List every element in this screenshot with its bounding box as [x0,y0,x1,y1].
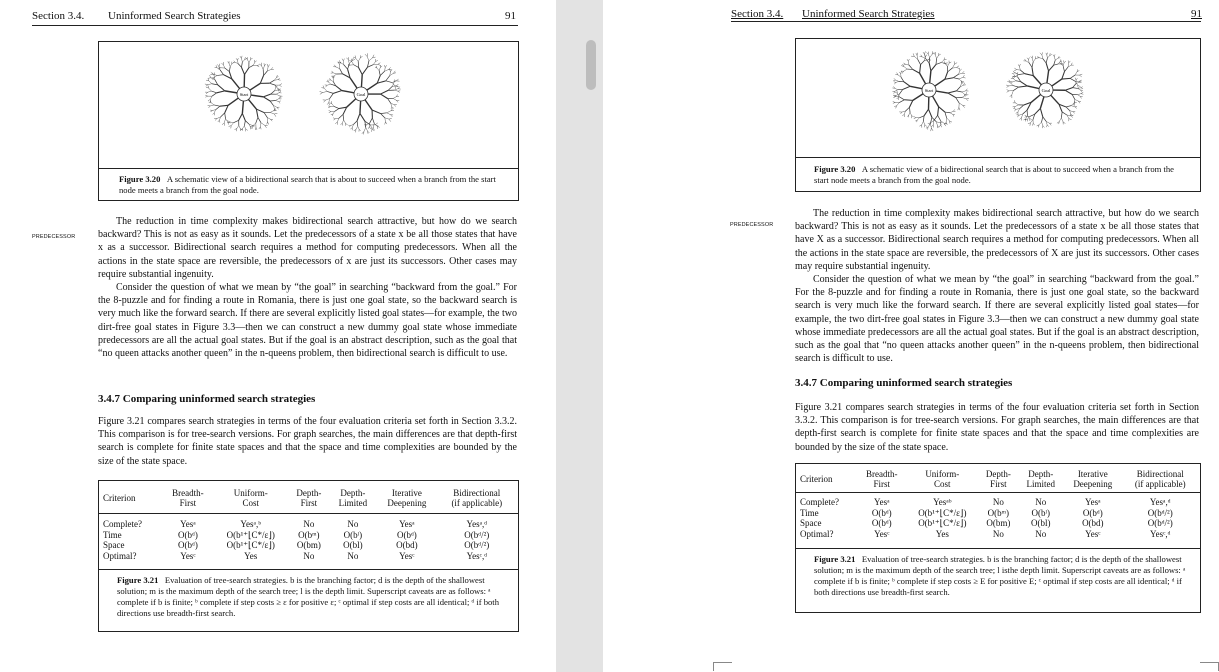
table-cell: Complete? [103,519,142,529]
comparison-table [101,484,516,561]
scrollbar-thumb[interactable] [586,40,596,90]
table-header-cell: Bidirectional (if applicable) [1134,468,1186,489]
table-cell: O(bᵈ) [396,529,417,540]
table-header-cell: Depth- First [296,487,322,508]
table-cell: Optimal? [103,550,137,561]
table-row [101,540,516,551]
table-row [798,497,1198,508]
header-title: Uninformed Search Strategies [108,10,241,22]
page-left [0,0,556,672]
table-cell: O(bᵈ/²) [1147,518,1173,528]
figure-caption-text: A schematic view of a bidirectional search that is about to succeed when a branch from the start node meets a branch from the goal node. [119,174,496,195]
tree-node-label: Start [924,88,934,93]
body-text [795,207,1199,365]
table-figure-box [98,480,519,632]
page-right [603,0,1219,672]
table-cell: O(bm) [986,518,1011,528]
table-header-cell: Uniform- Cost [233,487,268,508]
start-tree-illustration [882,43,976,137]
table-cell: No [1035,497,1047,507]
header-title: Uninformed Search Strategies [802,8,935,20]
table-cell: O(bm) [296,540,321,550]
table-cell: Yesᵃ,ᵈ [1149,497,1171,507]
table-header-cell: Criterion [800,473,833,484]
table-cell: No [347,519,359,529]
table-figure-box [795,463,1201,613]
table-cell: Yesᵃ,ᵇ [240,519,261,529]
tree-node-label: Start [239,92,249,97]
table-cell: O(bd) [396,540,418,550]
comparison-table [798,467,1198,539]
table-rule [796,548,1200,549]
section-heading: 3.4.7 Comparing uninformed search strategies [795,377,1013,389]
table-header-cell: Iterative Deepening [1073,468,1113,489]
tree-node-label: Goal [1041,88,1051,93]
viewer-gutter [556,0,603,672]
table-rule [796,492,1200,493]
header-rule [731,21,1201,22]
figure-caption [814,164,1189,186]
table-cell: Yesᶜ [1085,528,1101,539]
table-cell: O(bᵈ/²) [1147,507,1173,518]
figure-caption-label: Figure 3.20 [119,174,161,184]
table-cell: No [992,528,1004,539]
table-caption-label: Figure 3.21 [117,575,159,585]
paragraph-3: Figure 3.21 compares search strategies in terms of the four evaluation criteria set forth in Section 3.3.2. This comparison is for tree-search versions. For graph searches, the main differences are that depth-first search is complete for finite state spaces and that the space and time complexities are bounded by the size of the state space. [98,416,517,467]
table-cell: O(bᵈ) [1082,507,1103,518]
paragraph-1: The reduction in time complexity makes bidirectional search attractive, but how do we search backward? This is not as easy as it sounds. Let the predecessors of a state x be all those states that have x as a successor. Bidirectional search requires a method for computing predecessors. When all the actions in the state space are reversible, the predecessors of x are just its successors. Other cases may require substantial ingenuity. [98,216,517,280]
page-corner-mark [1200,662,1219,671]
table-cell: Time [800,507,819,518]
body-text-2 [795,401,1199,454]
table-cell: Yesᵃ [874,497,890,507]
table-cell: Complete? [800,497,839,507]
table-cell: O(bᵈ) [871,507,892,518]
table-header-cell: Breadth- First [172,487,204,508]
margin-note: PREDECESSOR [32,234,76,240]
table-cell: O(b¹⁺⌊C*/ε⌋) [226,540,275,550]
goal-tree-illustration [999,43,1093,137]
figure-caption-label: Figure 3.20 [814,164,856,174]
table-cell: O(b¹⁺⌊C*/ε⌋) [918,507,967,518]
header-section: Section 3.4. [731,8,784,20]
table-cell: Yesᵃ,ᵈ [466,519,488,529]
table-cell: Yesᶜ,ᵈ [1150,528,1171,539]
table-cell: Optimal? [800,528,834,539]
table-cell: Yesᵃᵇ [933,497,952,507]
table-header-cell: Depth- Limited [1026,468,1055,489]
table-cell: O(bd) [1082,518,1104,528]
table-row [101,519,516,530]
table-header-cell: Criterion [103,492,136,503]
header-page-number: 91 [505,10,516,22]
table-row [798,518,1198,529]
table-cell: Yesᶜ [180,550,196,561]
header-page-number: 91 [1191,8,1202,20]
table-caption-text: Evaluation of tree-search strategies. b is the branching factor; d is the depth of the shallowest solution; m is the maximum depth of the search tree; l is the depth limit. Superscript caveats are as follows: ᵃ complete if b is finite; ᵇ complete if step costs ≥ ε for positive ε; ᶜ optimal if step costs are all identical; ᵈ if both directions use breadth-first search. [117,575,499,618]
table-caption [117,575,502,619]
figure-box [795,38,1201,192]
table-cell: No [992,497,1004,507]
table-header-cell: Breadth- First [866,468,898,489]
table-cell: O(bl) [343,540,363,550]
header-rule [32,25,518,26]
paragraph-3: Figure 3.21 compares search strategies in terms of the four evaluation criteria set forth in Section 3.3.2. This comparison is for tree-search versions. For graph searches, the main differences are that depth-first search is complete for finite state spaces and that the space and time complexities are bounded by the size of the state space. [795,402,1199,453]
table-cell: No [347,550,359,561]
table-header-cell: Uniform- Cost [925,468,960,489]
margin-note: PREDECESSOR [730,222,774,228]
figure-box [98,41,519,201]
table-cell: O(bˡ) [343,529,363,540]
start-tree-illustration [196,46,292,142]
table-header-cell: Iterative Deepening [387,487,427,508]
table-header-cell: Depth- Limited [338,487,368,508]
table-cell: O(bᵈ/²) [464,529,490,540]
table-row [101,551,516,562]
table-cell: Space [103,540,125,550]
table-cell: O(bᵈ) [178,529,198,540]
table-cell: Yesᶜ,ᵈ [466,550,488,561]
table-caption-text: Evaluation of tree-search strategies. b is the branching factor; d is the depth of the shallowest solution; m is the maximum depth of the search tree; l isthe depth limit. Superscript caveats are as follows: ᵃ complete if b is finite; ᵇ complete if step costs ≥ E for positive E; ᶜ optimal if step costs are all identical; ᵈ if both directions use breadth-first search. [814,554,1186,597]
table-header-cell: Bidirectional (if applicable) [451,487,503,508]
table-cell: Yesᵃ [399,519,415,529]
table-cell: Yes [935,528,949,539]
table-cell: No [1035,528,1047,539]
page-corner-mark [713,662,732,671]
table-cell: O(b¹⁺⌊C*/ε⌋) [226,529,275,540]
table-cell: O(bᵈ/²) [464,540,490,550]
paragraph-1: The reduction in time complexity makes bidirectional search attractive, but how do we search backward? This is not as easy as it sounds. Let the predecessors of a state x be all those states that have X as a successor. Bidirectional search requires a method for computing predecessors. When all the actions in the state space are reversible, the predecessors of X are just its successors. Other cases may require substantial ingenuity. [795,208,1199,272]
header-section: Section 3.4. [32,10,85,22]
figure-caption [119,174,499,196]
paragraph-2: Consider the question of what we mean by “the goal” in searching “backward from the goal.” For the 8-puzzle and for finding a route in Romania, there is just one goal state, so the backward search is very much like the forward search. If there are several explicitly listed goal states—for example, the two dirt-free goal states in Figure 3.3—then we can construct a new dummy goal state whose immediate predecessors are all the actual goal states. But if the goal is an abstract description, such as the goal that “no queen attacks another queen” in the n-queens problem, then bidirectional search is difficult to use. [795,274,1199,365]
tree-node-label: Goal [356,92,366,97]
table-cell: O(bᵐ) [987,507,1010,518]
table-caption [814,554,1189,598]
figure-caption-text: A schematic view of a bidirectional search that is about to succeed when a branch from the start node meets a branch from the goal node. [814,164,1174,185]
table-caption-label: Figure 3.21 [814,554,856,564]
table-cell: O(bᵐ) [298,529,320,540]
body-text-2 [98,415,517,468]
table-row [101,530,516,541]
figure-divider [796,157,1200,158]
table-row [798,529,1198,540]
table-row [798,508,1198,519]
table-cell: Yes [244,550,258,561]
table-cell: No [303,519,315,529]
table-header-cell: Depth- First [985,468,1011,489]
table-cell: Yesᶜ [874,528,890,539]
table-rule [99,569,518,570]
table-cell: Yesᶜ [399,550,415,561]
body-text [98,215,517,360]
table-cell: O(bˡ) [1031,507,1050,518]
table-cell: O(bl) [1031,518,1051,528]
goal-tree-illustration [313,46,409,142]
table-cell: O(b¹⁺⌊C*/ε⌋) [918,518,967,528]
section-heading: 3.4.7 Comparing uninformed search strategies [98,393,316,405]
table-cell: Space [800,518,822,528]
table-cell: O(bᵈ) [871,518,892,528]
figure-divider [99,168,518,169]
paragraph-2: Consider the question of what we mean by “the goal” in searching “backward from the goal.” For the 8-puzzle and for finding a route in Romania, there is just one goal state, so the backward search is very much like the forward search. If there are several explicitly listed goal states—for example, the two dirt-free goal states in Figure 3.3—then we can construct a new dummy goal state whose immediate predecessors are all the actual goal states. But if the goal is an abstract description, such as the goal that “no queen attacks another queen” in the n-queens problem, then bidirectional search is difficult to use. [98,282,517,360]
table-cell: Time [103,529,122,540]
table-cell: Yesᵃ [180,519,196,529]
table-cell: Yesᵃ [1085,497,1101,507]
table-rule [99,513,518,514]
table-cell: No [303,550,315,561]
table-cell: O(bᵈ) [178,540,198,550]
